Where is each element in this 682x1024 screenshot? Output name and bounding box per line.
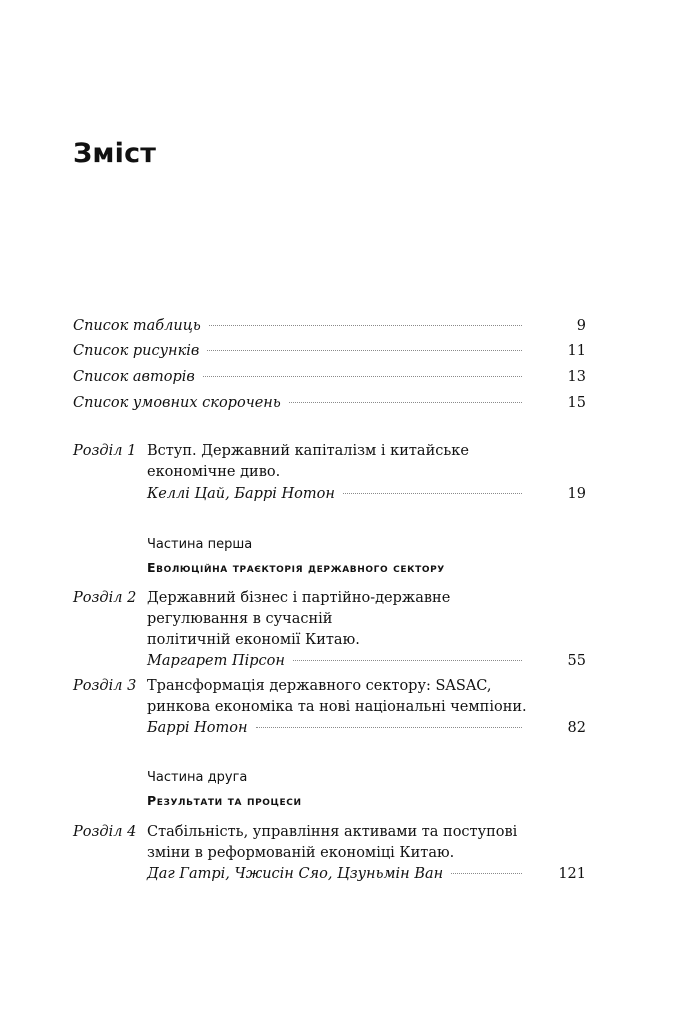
- chapter-label: Розділ 2: [73, 590, 137, 606]
- toc-entry-page: 9: [576, 318, 586, 334]
- chapter-title-line[interactable]: Трансформація державного сектору: SASAC,: [147, 678, 492, 694]
- chapter-page: 19: [567, 486, 586, 502]
- part-label: Частина перша: [147, 537, 253, 552]
- chapter-title-line[interactable]: ринкова економіка та нові національні чемпіони.: [147, 699, 527, 715]
- chapter-authors-line[interactable]: [147, 484, 586, 504]
- chapter-authors-line[interactable]: [147, 651, 586, 671]
- toc-entry-page: 15: [567, 395, 586, 411]
- chapter-page: 55: [567, 653, 586, 669]
- chapter-title-line[interactable]: регулювання в сучасній: [147, 611, 333, 627]
- toc-entry-page: 13: [567, 369, 586, 385]
- toc-entry[interactable]: [73, 341, 586, 361]
- part-label: Частина друга: [147, 770, 248, 785]
- chapter-page: 121: [558, 866, 586, 882]
- dot-leader: [209, 325, 522, 326]
- toc-entry[interactable]: [73, 367, 586, 387]
- chapter-authors-line[interactable]: [147, 718, 586, 738]
- dot-leader: [207, 350, 522, 351]
- chapter-title-line[interactable]: Стабільність, управління активами та поступові: [147, 824, 518, 840]
- chapter-label: Розділ 1: [73, 443, 137, 459]
- chapter-title-line[interactable]: Вступ. Державний капіталізм і китайське: [147, 443, 469, 459]
- part-title: Еволюційна траєкторія державного сектору: [147, 560, 445, 575]
- dot-leader: [289, 402, 522, 403]
- chapter-title-line[interactable]: зміни в реформованій економіці Китаю.: [147, 845, 455, 861]
- dot-leader: [256, 727, 522, 728]
- toc-entry[interactable]: [73, 316, 586, 336]
- chapter-title-line[interactable]: політичній економії Китаю.: [147, 632, 360, 648]
- page-title: Зміст: [73, 138, 157, 169]
- dot-leader: [451, 873, 522, 874]
- chapter-label: Розділ 3: [73, 678, 137, 694]
- chapter-title-line[interactable]: Державний бізнес і партійно-державне: [147, 590, 451, 606]
- chapter-authors: Маргарет Пірсон: [147, 653, 285, 669]
- toc-entry-label: Список авторів: [73, 369, 195, 385]
- chapter-title-line[interactable]: економічне диво.: [147, 464, 281, 480]
- part-title: Результати та процеси: [147, 793, 302, 808]
- toc-entry-label: Список умовних скорочень: [73, 395, 281, 411]
- dot-leader: [203, 376, 522, 377]
- dot-leader: [293, 660, 522, 661]
- toc-entry-label: Список таблиць: [73, 318, 201, 334]
- dot-leader: [343, 493, 522, 494]
- chapter-label: Розділ 4: [73, 824, 137, 840]
- chapter-authors: Даг Гатрі, Чжисін Сяо, Цзуньмін Ван: [147, 866, 444, 882]
- toc-entry-label: Список рисунків: [73, 343, 200, 359]
- chapter-authors: Баррі Нотон: [147, 720, 248, 736]
- chapter-authors-line[interactable]: [147, 864, 586, 884]
- chapter-page: 82: [567, 720, 586, 736]
- toc-entry[interactable]: [73, 393, 586, 413]
- chapter-authors: Келлі Цай, Баррі Нотон: [147, 486, 335, 502]
- toc-entry-page: 11: [567, 343, 586, 359]
